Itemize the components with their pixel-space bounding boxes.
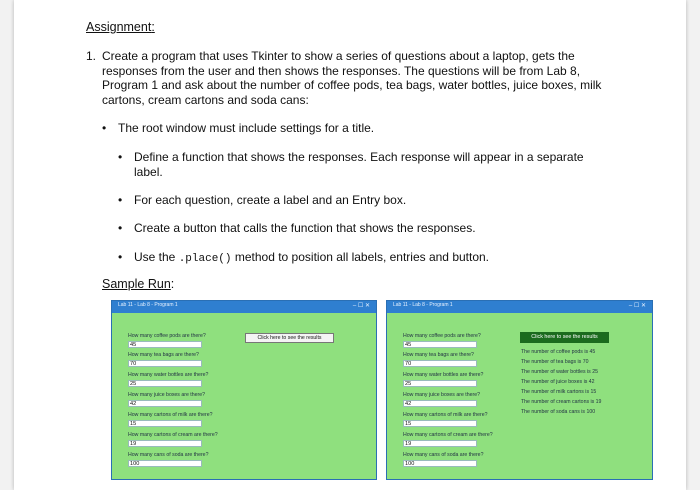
show-results-button[interactable]: Click here to see the results xyxy=(520,332,609,343)
sample-run-label: Sample Run: xyxy=(102,277,175,291)
cream-question-label: How many cartons of cream are there? xyxy=(403,432,493,438)
tea-question-label: How many tea bags are there? xyxy=(403,352,474,358)
coffee-question-label: How many coffee pods are there? xyxy=(403,333,481,339)
show-results-button[interactable]: Click here to see the results xyxy=(245,333,334,343)
coffee-question-label: How many coffee pods are there? xyxy=(128,333,206,339)
tea-entry[interactable]: 70 xyxy=(128,360,202,367)
coffee-entry[interactable]: 45 xyxy=(128,341,202,348)
bullet-dot: • xyxy=(118,250,123,264)
soda-response-label: The number of soda cans is 100 xyxy=(521,409,596,415)
window-title-bar: Lab 11 - Lab 8 - Program 1 – ☐ ✕ xyxy=(387,301,652,313)
cream-entry[interactable]: 19 xyxy=(403,440,477,447)
window-title-bar: Lab 11 - Lab 8 - Program 1 – ☐ ✕ xyxy=(112,301,376,313)
bullet-dot: • xyxy=(118,150,123,164)
tea-entry[interactable]: 70 xyxy=(403,360,477,367)
tk-window-results xyxy=(386,300,653,480)
assignment-heading: Assignment: xyxy=(86,20,155,34)
question-number: 1. xyxy=(86,49,97,63)
bullet-dot: • xyxy=(118,221,123,235)
window-controls[interactable]: – ☐ ✕ xyxy=(628,303,646,309)
juice-question-label: How many juice boxes are there? xyxy=(403,392,480,398)
window-controls[interactable]: – ☐ ✕ xyxy=(352,303,370,309)
question-text: Create a program that uses Tkinter to show a series of questions about a laptop, gets the responses from the user and then shows the responses. The questions will be from Lab 8, Program 1 and ask about the number of coffee pods, tea bags, water bottles, juice boxes, milk cartons, cream cartons and soda cans: xyxy=(102,49,602,107)
tk-window-input xyxy=(111,300,377,480)
soda-entry[interactable]: 100 xyxy=(403,460,477,467)
tea-response-label: The number of tea bags is 70 xyxy=(521,359,589,365)
cream-response-label: The number of cream cartons is 19 xyxy=(521,399,602,405)
juice-question-label: How many juice boxes are there? xyxy=(128,392,205,398)
juice-entry[interactable]: 42 xyxy=(403,400,477,407)
milk-response-label: The number of milk cartons is 15 xyxy=(521,389,597,395)
water-question-label: How many water bottles are there? xyxy=(403,372,484,378)
bullet-dot: • xyxy=(118,193,123,207)
water-entry[interactable]: 25 xyxy=(403,380,477,387)
milk-question-label: How many cartons of milk are there? xyxy=(403,412,488,418)
place-code: .place() xyxy=(178,253,232,265)
bullet-dot: • xyxy=(102,121,107,135)
coffee-entry[interactable]: 45 xyxy=(403,341,477,348)
cream-question-label: How many cartons of cream are there? xyxy=(128,432,218,438)
cream-entry[interactable]: 19 xyxy=(128,440,202,447)
soda-entry[interactable]: 100 xyxy=(128,460,202,467)
milk-question-label: How many cartons of milk are there? xyxy=(128,412,213,418)
water-response-label: The number of water bottles is 25 xyxy=(521,369,598,375)
juice-entry[interactable]: 42 xyxy=(128,400,202,407)
milk-entry[interactable]: 15 xyxy=(403,420,477,427)
milk-entry[interactable]: 15 xyxy=(128,420,202,427)
water-entry[interactable]: 25 xyxy=(128,380,202,387)
coffee-response-label: The number of coffee pods is 45 xyxy=(521,349,596,355)
tea-question-label: How many tea bags are there? xyxy=(128,352,199,358)
soda-question-label: How many cans of soda are there? xyxy=(128,452,209,458)
soda-question-label: How many cans of soda are there? xyxy=(403,452,484,458)
document-page: Assignment: 1. Create a program that uses Tkinter to show a series of questions about a laptop, gets the responses from the user and then shows the responses. The questions will be from Lab 8, Program 1 and ask about the number of coffee pods, tea bags, water bottles, juice boxes, milk cartons, cream cartons and soda cans: • The root window must include settings for a title. • Define a function that shows the responses. Each response will appear in a separate label. • For each question, create a label and an Entry box. • Create a button that calls the function that shows the responses. • Use the .place() method to position all labels, entries and button. Sample Run: Lab 11 - Lab 8 - Program 1 – ☐ ✕ How many coffee pods are there? 45 How many tea bags are there? 70 How many water bottles are there? 25 How many juice boxes are there? 42 How many cartons of milk are there? 15 How many cartons of cream are there? 19 How many cans of soda are there? 100 Click here to see the results Lab 11 - Lab 8 - Program 1 – ☐ ✕ How many coffee pods are there? 45 How many tea bags are there? 70 How many water bottles are there? 25 How many juice boxes are there? 42 How many cartons of milk are there? 15 How many cartons of cream are there? 19 How many cans of soda are there? 100 Click here to see the results The number of coffee pods is 45 The number of tea bags is 70 The number of water bottles is 25 The number of juice boxes is 42 The number of milk cartons is 15 The number of cream cartons is 19 The number of soda cans is 100 xyxy=(14,0,686,490)
water-question-label: How many water bottles are there? xyxy=(128,372,209,378)
juice-response-label: The number of juice boxes is 42 xyxy=(521,379,595,385)
